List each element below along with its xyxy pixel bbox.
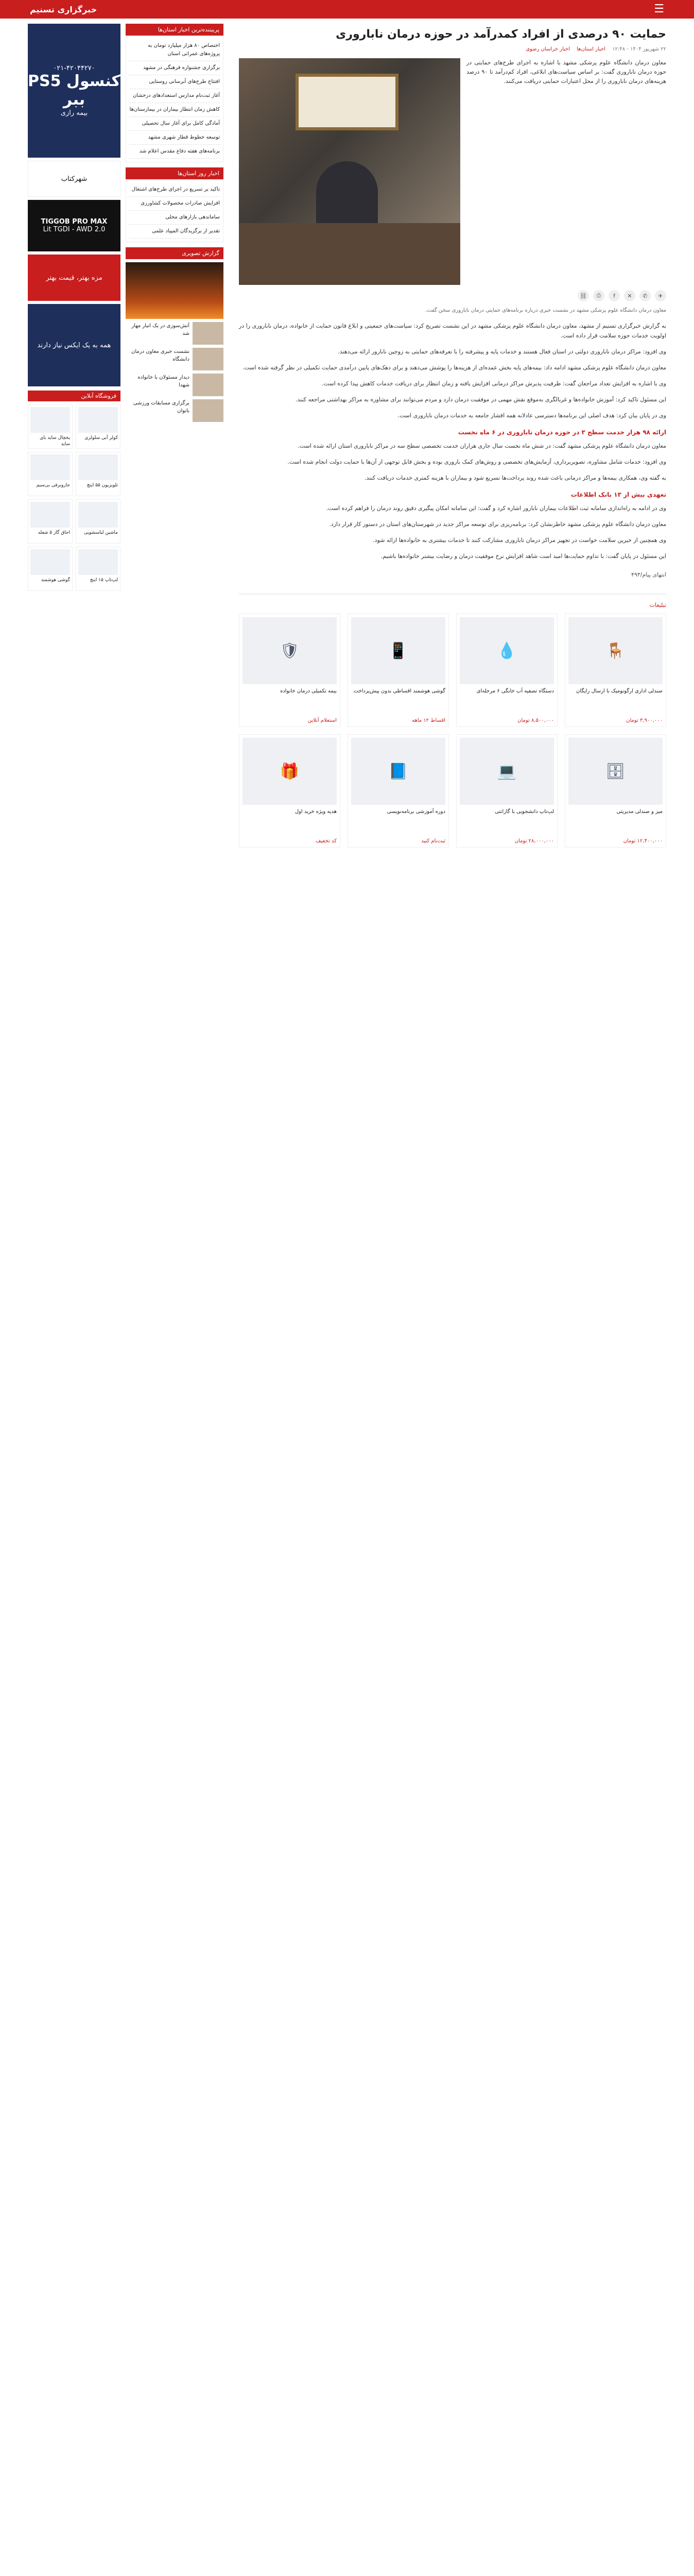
paragraph: به گزارش خبرگزاری تسنیم از مشهد، معاون درمان دانشگاه علوم پزشکی مشهد در این نشست تصریح کرد: سیاست‌های جمعیتی و ابلاغ قانون حمایت از خانواده، درمان ناباروری را در اولویت خدمات حوزه سلامت قرار داده است. bbox=[239, 323, 666, 339]
news-thumb bbox=[193, 399, 223, 422]
ad-banner[interactable] bbox=[28, 255, 120, 301]
ad-title: کنسول PS5 bbox=[28, 72, 120, 90]
middle-sidebar bbox=[126, 19, 223, 422]
list-item[interactable]: ساماندهی بازارهای محلی bbox=[129, 211, 220, 225]
product-name: گوشی هوشمند bbox=[41, 578, 70, 583]
ad-title: بیمه تکمیلی درمان خانواده bbox=[280, 688, 337, 694]
ad-price: کد تخفیف bbox=[316, 838, 337, 844]
ad-price: ثبت‌نام کنید bbox=[421, 838, 445, 844]
latest-list bbox=[126, 179, 223, 242]
ad-title: TIGGOB PRO MAX bbox=[41, 218, 108, 226]
product-name: کولر آبی سلولزی bbox=[84, 435, 118, 440]
paragraph: معاون درمان دانشگاه علوم پزشکی مشهد خاطرنشان کرد: برنامه‌ریزی برای توسعه مراکز جدید در شهرستان‌های استان در دستور کار قرار دارد. bbox=[329, 521, 666, 528]
article-title: حمایت ۹۰ درصدی از افراد کمدرآمد در حوزه درمان ناباروری bbox=[336, 28, 666, 41]
ad-grid bbox=[239, 614, 666, 848]
ad-banner[interactable] bbox=[28, 304, 120, 386]
article-lead: معاون درمان دانشگاه علوم پزشکی مشهد با اشاره به اجرای طرح‌های حمایتی در حوزه درمان ناباروری گفت: بر اساس سیاست‌های ابلاغی، افراد کم‌درآمد تا ۹۰ درصد هزینه‌های درمان ناباروری را از محل اعتبارات حمایتی دریافت می‌کنند. bbox=[466, 59, 666, 84]
link-icon[interactable]: ⛓ bbox=[578, 290, 589, 301]
chair-icon: 🪑 bbox=[568, 617, 663, 684]
product-name: لپ‌تاپ ۱۵ اینچ bbox=[90, 578, 118, 583]
side-news[interactable] bbox=[126, 348, 223, 370]
paragraph: وی همچنین از خیرین سلامت خواست در تجهیز مراکز درمان ناباروری مشارکت کنند تا خدمات بیشتری به خانواده‌ها ارائه شود. bbox=[373, 537, 666, 544]
news-title: دیدار مسئولان با خانواده شهدا bbox=[137, 375, 189, 388]
ad-title: لپ‌تاپ دانشجویی با گارانتی bbox=[495, 809, 554, 815]
product-card[interactable] bbox=[28, 404, 73, 449]
product-image bbox=[78, 407, 118, 433]
product-card[interactable] bbox=[28, 499, 73, 544]
ad-price: ۳,۹۰۰,۰۰۰ تومان bbox=[626, 718, 663, 723]
product-image bbox=[30, 549, 70, 575]
news-thumb bbox=[193, 348, 223, 370]
wall-frame bbox=[296, 74, 398, 130]
ad-brand: بیمه رازی bbox=[60, 109, 88, 117]
product-card[interactable] bbox=[28, 452, 73, 496]
subheading: تعهدی بیش از ۱۳ بانک اطلاعات bbox=[570, 491, 666, 498]
article-date: ۲۲ شهریور ۱۴۰۴ - ۱۲:۴۸ bbox=[612, 46, 666, 52]
news-thumb bbox=[193, 322, 223, 345]
section-title: فروشگاه آنلاین bbox=[28, 391, 120, 401]
ad-title: همه به یک ایکس نیاز دارند bbox=[37, 341, 111, 349]
telegram-icon[interactable]: ✈ bbox=[655, 290, 666, 301]
ad-card[interactable] bbox=[565, 734, 666, 848]
side-news[interactable] bbox=[126, 399, 223, 422]
list-item[interactable]: آمادگی کامل برای آغاز سال تحصیلی bbox=[129, 117, 220, 131]
product-image bbox=[78, 549, 118, 575]
desk bbox=[239, 223, 460, 285]
paragraph: وی در ادامه به راه‌اندازی سامانه ثبت اطلاعات بیماران نابارور اشاره کرد و گفت: این سامانه امکان پیگیری دقیق روند درمان را فراهم کرده است. bbox=[326, 505, 666, 512]
paragraph: معاون درمان دانشگاه علوم پزشکی مشهد ادامه داد: بیمه‌های پایه بخش عمده‌ای از هزینه‌ها را پوشش می‌دهند و برای دهک‌های پایین درآمدی حمایت تکمیلی در نظر گرفته شده است. bbox=[242, 364, 666, 371]
product-image bbox=[30, 407, 70, 433]
ads-sidebar bbox=[28, 19, 120, 591]
ad-card[interactable] bbox=[348, 614, 449, 727]
ad-card[interactable] bbox=[456, 734, 558, 848]
list-item[interactable]: تقدیر از برگزیدگان المپیاد علمی bbox=[129, 225, 220, 239]
ad-card[interactable] bbox=[456, 614, 558, 727]
product-card[interactable] bbox=[76, 499, 120, 544]
share-bar bbox=[239, 290, 666, 301]
product-name: جاروبرقی بی‌سیم bbox=[36, 483, 70, 488]
ad-banner[interactable] bbox=[28, 161, 120, 197]
ad-title: دستگاه تصفیه آب خانگی ۶ مرحله‌ای bbox=[476, 688, 554, 694]
product-image bbox=[78, 454, 118, 480]
laptop-icon: 💻 bbox=[460, 738, 554, 805]
x-icon[interactable]: ✕ bbox=[624, 290, 635, 301]
ad-title: دوره آموزشی برنامه‌نویسی bbox=[387, 809, 445, 815]
article-column bbox=[239, 19, 666, 848]
ad-sub: 2.0 Lit TGDI - AWD bbox=[43, 226, 106, 233]
paragraph: به گفته وی، همکاری بیمه‌ها و مراکز درمانی باعث شده روند پرداخت‌ها تسریع شود و بیماران با هزینه کمتری خدمات دریافت کنند. bbox=[365, 474, 666, 481]
lead-section bbox=[239, 58, 666, 285]
side-news[interactable] bbox=[126, 322, 223, 345]
ad-banner[interactable] bbox=[28, 24, 120, 158]
ad-strip-title: تبلیغات bbox=[649, 602, 666, 608]
ad-price: اقساط ۱۲ ماهه bbox=[412, 718, 445, 723]
ad-title: هدیه ویژه خرید اول bbox=[294, 809, 337, 815]
top-bar bbox=[0, 0, 694, 19]
paragraph: این مسئول تاکید کرد: آموزش خانواده‌ها و غربالگری به‌موقع نقش مهمی در موفقیت درمان دارد و مردم می‌توانند برای مشاوره به مراکز بهداشتی مراجعه کنند. bbox=[295, 396, 666, 403]
water-icon: 💧 bbox=[460, 617, 554, 684]
photo-report-image[interactable] bbox=[126, 262, 223, 319]
list-item[interactable]: تاکید بر تسریع در اجرای طرح‌های اشتغال bbox=[129, 183, 220, 197]
article-body bbox=[239, 321, 666, 561]
article-signature: انتهای پیام/۴۹۳ bbox=[631, 571, 666, 578]
facebook-icon[interactable]: f bbox=[609, 290, 620, 301]
list-item[interactable]: توسعه خطوط قطار شهری مشهد bbox=[129, 131, 220, 145]
product-name: ماشین لباسشویی bbox=[84, 530, 118, 535]
list-item[interactable]: افزایش صادرات محصولات کشاورزی bbox=[129, 197, 220, 211]
paragraph: این مسئول در پایان گفت: با تداوم حمایت‌ها امید است شاهد افزایش نرخ موفقیت درمان و رضایت بیشتر خانواده‌ها باشیم. bbox=[380, 553, 666, 560]
article-category[interactable]: اخبار استان‌ها bbox=[577, 46, 606, 52]
subheading: ارائه ۹۸ هزار خدمت سطح ۳ در حوزه درمان ناباروری در ۶ ماه نخست bbox=[458, 429, 666, 436]
paragraph: وی افزود: خدمات شامل مشاوره، تصویربرداری، آزمایش‌های تخصصی و روش‌های کمک باروری بوده و بخش قابل توجهی از آن‌ها با حمایت دولت انجام شده است. bbox=[287, 459, 666, 465]
site-logo[interactable]: خبرگزاری تسنیم bbox=[30, 4, 97, 14]
gift-icon: 🎁 bbox=[242, 738, 337, 805]
product-card[interactable] bbox=[76, 547, 120, 591]
ad-phone: ۰۲۱-۴۲۰۴۴۲۷۰ bbox=[53, 64, 95, 72]
popular-list bbox=[126, 36, 223, 162]
ad-price: ۱۲,۴۰۰,۰۰۰ تومان bbox=[623, 838, 663, 844]
section-title: اخبار روز استان‌ها bbox=[126, 167, 223, 179]
product-image bbox=[30, 454, 70, 480]
list-item[interactable]: برگزاری جشنواره فرهنگی در مشهد bbox=[129, 61, 220, 75]
ad-price: ۸,۵۰۰,۰۰۰ تومان bbox=[517, 718, 554, 723]
shield-icon: 🛡 bbox=[242, 617, 337, 684]
section-title: پربیننده‌ترین اخبار استان‌ها bbox=[126, 24, 223, 36]
paragraph: وی در پایان بیان کرد: هدف اصلی این برنامه‌ها دسترسی عادلانه همه اقشار جامعه به خدمات درمان ناباروری است. bbox=[397, 412, 666, 419]
paragraph: وی افزود: مراکز درمان ناباروری دولتی در استان فعال هستند و خدمات پایه و پیشرفته را با تعرفه‌های حمایتی به زوجین نابارور ارائه می‌دهند. bbox=[338, 348, 666, 355]
menu-icon[interactable]: ☰ bbox=[654, 3, 664, 15]
list-item[interactable]: برنامه‌های هفته دفاع مقدس اعلام شد bbox=[129, 145, 220, 159]
section-title: گزارش تصویری bbox=[126, 247, 223, 259]
ad-price: ۲۸,۰۰۰,۰۰۰ تومان bbox=[514, 838, 554, 844]
product-grid bbox=[28, 404, 120, 591]
list-item[interactable]: آغاز ثبت‌نام مدارس استعدادهای درخشان bbox=[129, 89, 220, 103]
print-icon[interactable]: ⎙ bbox=[593, 290, 604, 301]
ad-title: گوشی هوشمند اقساطی بدون پیش‌پرداخت bbox=[353, 688, 445, 694]
product-image bbox=[78, 502, 118, 528]
whatsapp-icon[interactable]: ✆ bbox=[639, 290, 651, 301]
ad-banner[interactable] bbox=[28, 200, 120, 251]
lead-photo bbox=[239, 58, 460, 285]
product-card[interactable] bbox=[76, 452, 120, 496]
ad-sub: ببر bbox=[63, 91, 85, 109]
ad-strip bbox=[239, 594, 666, 848]
product-name: یخچال ساید بای ساید bbox=[40, 435, 70, 447]
ad-card[interactable] bbox=[348, 734, 449, 848]
product-card[interactable] bbox=[76, 404, 120, 449]
ad-strip-header bbox=[239, 602, 666, 608]
ad-title: صندلی اداری ارگونومیک با ارسال رایگان bbox=[576, 688, 663, 694]
paragraph: معاون درمان دانشگاه علوم پزشکی مشهد گفت: در شش ماه نخست سال جاری هزاران خدمت تخصصی سطح سه در مراکز ناباروری استان ارائه شده است. bbox=[298, 443, 666, 449]
side-news[interactable] bbox=[126, 374, 223, 396]
news-title: آتش‌سوزی در یک انبار مهار شد bbox=[131, 323, 189, 336]
product-name: اجاق گاز ۵ شعله bbox=[38, 530, 70, 535]
paragraph: وی با اشاره به افزایش تعداد مراجعان گفت: ظرفیت پذیرش مراکز درمانی افزایش یافته و زمان انتظار برای دریافت خدمات کاهش پیدا کرده است. bbox=[322, 380, 666, 387]
ad-title: مزه بهتر، قیمت بهتر bbox=[46, 274, 102, 282]
news-title: نشست خبری معاون درمان دانشگاه bbox=[131, 349, 189, 362]
article-tag[interactable]: اخبار خراسان رضوی bbox=[526, 46, 570, 52]
list-item[interactable]: اختصاص ۸۰ هزار میلیارد تومان به پروژه‌های عمرانی استان bbox=[129, 39, 220, 61]
phone-icon: 📱 bbox=[351, 617, 445, 684]
product-image bbox=[30, 502, 70, 528]
desk-icon: 🗄 bbox=[568, 738, 663, 805]
ad-card[interactable] bbox=[239, 614, 340, 727]
ad-title: شهرکتاب bbox=[61, 175, 88, 183]
ad-title: میز و صندلی مدیریتی bbox=[616, 809, 663, 815]
product-card[interactable] bbox=[28, 547, 73, 591]
ad-price: استعلام آنلاین bbox=[307, 718, 337, 723]
news-thumb bbox=[193, 374, 223, 396]
article-meta bbox=[239, 46, 666, 52]
list-item[interactable]: کاهش زمان انتظار بیماران در بیمارستان‌ها bbox=[129, 103, 220, 117]
product-name: تلویزیون ۵۵ اینچ bbox=[86, 483, 118, 488]
page-wrapper bbox=[28, 19, 666, 2576]
ad-card[interactable] bbox=[239, 734, 340, 848]
ad-card[interactable] bbox=[565, 614, 666, 727]
list-item[interactable]: افتتاح طرح‌های آبرسانی روستایی bbox=[129, 75, 220, 89]
book-icon: 📘 bbox=[351, 738, 445, 805]
photo-caption: معاون درمان دانشگاه علوم پزشکی مشهد در نشست خبری درباره برنامه‌های حمایتی درمان ناباروری سخن گفت. bbox=[425, 308, 666, 313]
news-title: برگزاری مسابقات ورزشی بانوان bbox=[133, 400, 189, 414]
